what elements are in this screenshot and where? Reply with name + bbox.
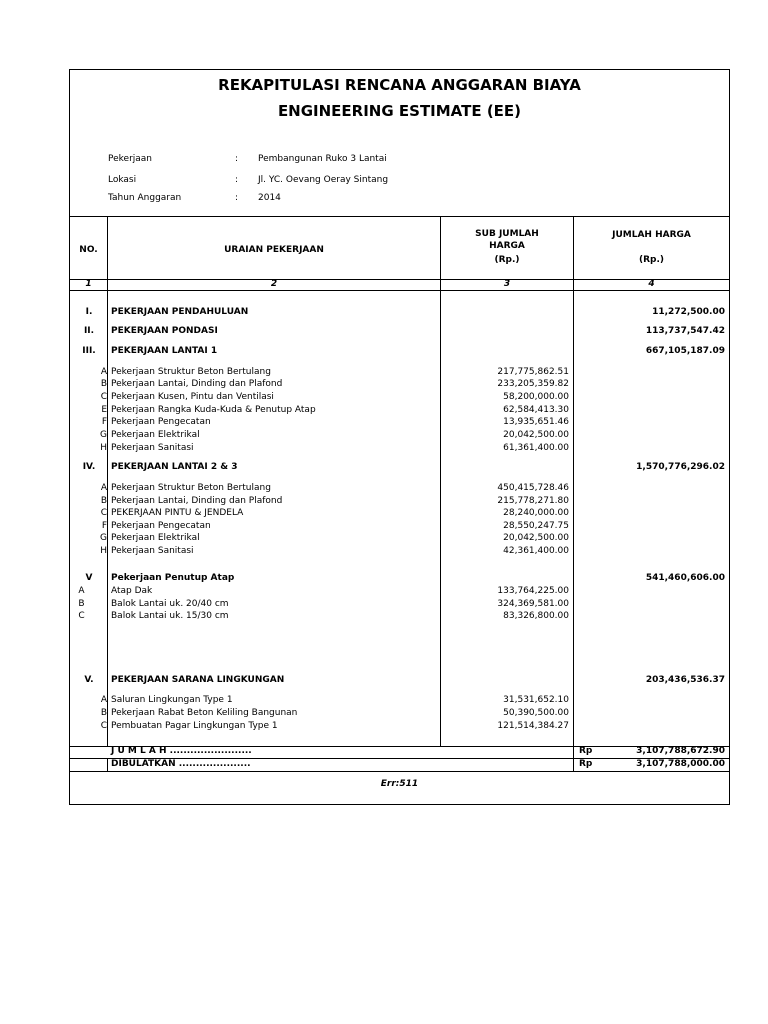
- totals-bottom-border: [70, 771, 729, 772]
- item-letter: C: [100, 392, 107, 402]
- header-uraian: URAIAN PEKERJAAN: [224, 245, 324, 255]
- item-amount: 20,042,500.00: [503, 533, 569, 543]
- total-amount: 3,107,788,672.90: [636, 746, 725, 756]
- info-label-pekerjaan: Pekerjaan: [108, 154, 153, 164]
- section-amount: 667,105,187.09: [645, 346, 725, 356]
- section-no: III.: [82, 346, 96, 356]
- item-letter: C: [100, 721, 107, 731]
- colnum-4: 4: [648, 279, 655, 289]
- section-amount: 113,737,547.42: [645, 326, 725, 336]
- item-amount: 133,764,225.00: [497, 586, 569, 596]
- section-no: I.: [85, 307, 93, 317]
- item-letter: B: [78, 599, 85, 609]
- item-letter: A: [78, 586, 85, 596]
- item-label: Saluran Lingkungan Type 1: [111, 695, 233, 705]
- section-amount: 11,272,500.00: [652, 307, 725, 317]
- section-no: V.: [84, 675, 94, 685]
- item-amount: 20,042,500.00: [503, 430, 569, 440]
- section-label: PEKERJAAN PENDAHULUAN: [111, 307, 249, 317]
- item-label: Pekerjaan Rabat Beton Keliling Bangunan: [111, 708, 298, 718]
- item-amount: 42,361,400.00: [503, 546, 569, 556]
- title-line-1: REKAPITULASI RENCANA ANGGARAN BIAYA: [218, 76, 581, 94]
- item-letter: E: [101, 405, 107, 415]
- info-sep: :: [235, 175, 239, 185]
- item-amount: 83,326,800.00: [503, 611, 569, 621]
- section-amount: 1,570,776,296.02: [636, 462, 725, 472]
- item-label: Balok Lantai uk. 20/40 cm: [111, 599, 229, 609]
- item-amount: 28,240,000.00: [503, 508, 569, 518]
- col-divider-3: [573, 216, 574, 771]
- info-value-pekerjaan: Pembangunan Ruko 3 Lantai: [258, 154, 387, 164]
- item-letter: H: [100, 443, 107, 453]
- colnum-bottom-border: [70, 290, 729, 291]
- item-letter: B: [100, 708, 107, 718]
- col-divider-1: [107, 216, 108, 747]
- section-label: PEKERJAAN PONDASI: [111, 326, 218, 336]
- item-letter: A: [100, 695, 107, 705]
- item-letter: G: [100, 430, 107, 440]
- item-amount: 58,200,000.00: [503, 392, 569, 402]
- header-sub-line1: SUB JUMLAH: [475, 229, 539, 239]
- section-amount: 541,460,606.00: [645, 573, 725, 583]
- col-divider-2: [440, 216, 441, 746]
- item-amount: 233,205,359.82: [497, 379, 569, 389]
- item-label: Pekerjaan Rangka Kuda-Kuda & Penutup Atap: [111, 405, 316, 415]
- item-amount: 50,390,500.00: [503, 708, 569, 718]
- total-label: J U M L A H ........................: [111, 746, 252, 756]
- item-label: Pekerjaan Pengecatan: [111, 417, 211, 427]
- section-label: Pekerjaan Penutup Atap: [111, 573, 235, 583]
- header-jumlah-line2: (Rp.): [638, 255, 665, 265]
- info-value-lokasi: Jl. YC. Oevang Oeray Sintang: [258, 175, 389, 185]
- rounded-currency: Rp: [579, 759, 593, 769]
- item-amount: 28,550,247.75: [503, 521, 569, 531]
- section-amount: 203,436,536.37: [645, 675, 725, 685]
- header-sub-line3: (Rp.): [494, 255, 520, 265]
- section-no: V: [85, 573, 93, 583]
- item-label: Pekerjaan Elektrikal: [111, 533, 200, 543]
- item-label: Pekerjaan Sanitasi: [111, 443, 194, 453]
- item-amount: 61,361,400.00: [503, 443, 569, 453]
- item-label: Pekerjaan Struktur Beton Bertulang: [111, 367, 271, 377]
- section-no: II.: [83, 326, 95, 336]
- item-letter: C: [100, 508, 107, 518]
- colnum-3: 3: [503, 279, 511, 289]
- section-no: IV.: [82, 462, 96, 472]
- item-label: Pekerjaan Elektrikal: [111, 430, 200, 440]
- item-amount: 217,775,862.51: [497, 367, 569, 377]
- item-letter: A: [100, 483, 107, 493]
- item-label: Pekerjaan Lantai, Dinding dan Plafond: [111, 379, 283, 389]
- item-amount: 324,369,581.00: [497, 599, 569, 609]
- title-line-2: ENGINEERING ESTIMATE (EE): [277, 102, 522, 120]
- item-amount: 13,935,651.46: [503, 417, 569, 427]
- item-amount: 62,584,413.30: [503, 405, 569, 415]
- header-sub-line2: HARGA: [489, 241, 525, 251]
- item-amount: 215,778,271.80: [497, 496, 569, 506]
- item-letter: B: [100, 496, 107, 506]
- item-amount: 450,415,728.46: [497, 483, 569, 493]
- colnum-2: 2: [270, 279, 278, 289]
- item-label: Pembuatan Pagar Lingkungan Type 1: [111, 721, 278, 731]
- item-label: Pekerjaan Kusen, Pintu dan Ventilasi: [111, 392, 274, 402]
- section-label: PEKERJAAN LANTAI 2 & 3: [111, 462, 238, 472]
- header-jumlah-line1: JUMLAH HARGA: [612, 230, 691, 240]
- item-label: PEKERJAAN PINTU & JENDELA: [111, 508, 244, 518]
- item-letter: B: [100, 379, 107, 389]
- item-letter: F: [101, 417, 107, 427]
- footer-error: Err:511: [380, 779, 419, 789]
- header-no: NO.: [79, 245, 98, 255]
- info-label-lokasi: Lokasi: [108, 175, 137, 185]
- item-letter: A: [100, 367, 107, 377]
- info-value-tahun: 2014: [258, 193, 281, 203]
- info-sep: :: [235, 193, 239, 203]
- section-label: PEKERJAAN SARANA LINGKUNGAN: [111, 675, 285, 685]
- item-amount: 31,531,652.10: [503, 695, 569, 705]
- rounded-label: DIBULATKAN .....................: [111, 759, 251, 769]
- col-divider-1-rounded: [107, 758, 108, 771]
- total-currency: Rp: [579, 746, 593, 756]
- info-label-tahun: Tahun Anggaran: [108, 193, 182, 203]
- item-label: Pekerjaan Pengecatan: [111, 521, 211, 531]
- item-letter: F: [101, 521, 107, 531]
- estimate-sheet: [69, 69, 730, 805]
- item-label: Pekerjaan Struktur Beton Bertulang: [111, 483, 271, 493]
- item-amount: 121,514,384.27: [497, 721, 569, 731]
- item-label: Atap Dak: [111, 586, 153, 596]
- item-letter: G: [100, 533, 107, 543]
- item-label: Pekerjaan Sanitasi: [111, 546, 194, 556]
- item-letter: H: [100, 546, 107, 556]
- item-label: Balok Lantai uk. 15/30 cm: [111, 611, 229, 621]
- section-label: PEKERJAAN LANTAI 1: [111, 346, 218, 356]
- item-label: Pekerjaan Lantai, Dinding dan Plafond: [111, 496, 283, 506]
- info-sep: :: [235, 154, 239, 164]
- rounded-amount: 3,107,788,000.00: [636, 759, 725, 769]
- item-letter: C: [78, 611, 85, 621]
- table-top-border: [70, 216, 729, 217]
- colnum-1: 1: [85, 279, 92, 289]
